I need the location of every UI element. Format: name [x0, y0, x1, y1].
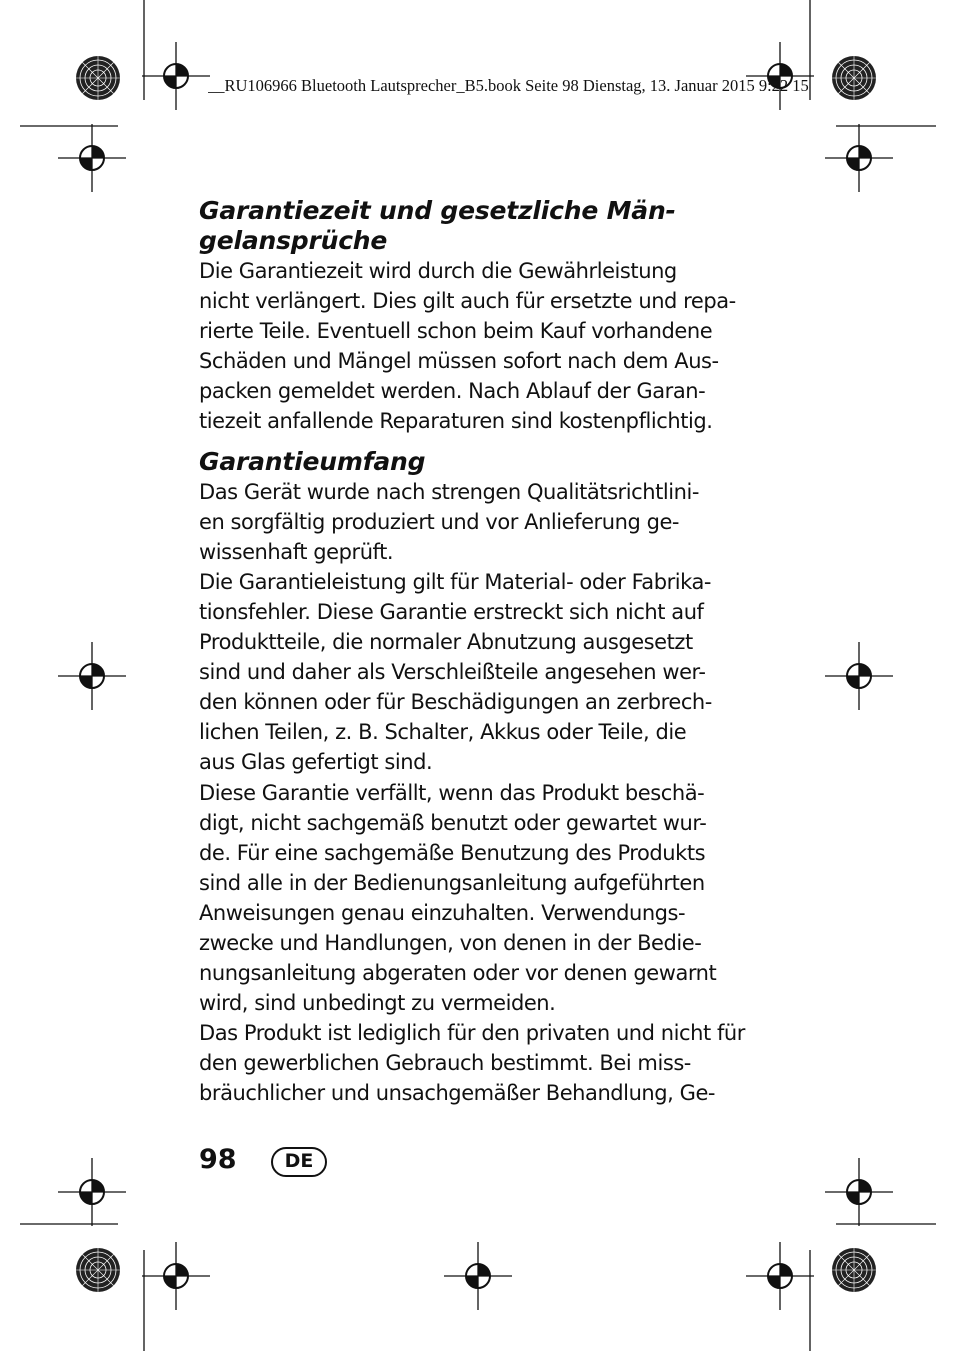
paragraph — [199, 778, 744, 1019]
text-line: Das Produkt ist lediglich für den privaten und nicht für — [199, 1021, 745, 1046]
page-content — [199, 196, 744, 1109]
section-warranty-period — [199, 196, 744, 437]
text-line: Diese Garantie verfällt, wenn das Produkt beschä- — [199, 780, 705, 805]
section-heading — [199, 447, 744, 477]
text-line: wissenhaft geprüft. — [199, 539, 394, 564]
heading-line: Garantieumfang — [199, 446, 426, 476]
text-line: sind und daher als Verschleißteile angesehen wer- — [199, 660, 706, 685]
text-line: Das Gerät wurde nach strengen Qualitätsrichtlini- — [199, 479, 700, 504]
text-line: Die Garantieleistung gilt für Material- oder Fabrika- — [199, 569, 712, 594]
text-line: rierte Teile. Eventuell schon beim Kauf vorhandene — [199, 319, 713, 344]
text-line: nungsanleitung abgeraten oder vor denen gewarnt — [199, 961, 717, 986]
print-slug: __RU106966 Bluetooth Lautsprecher_B5.book Seite 98 Dienstag, 13. Januar 2015 9:22 15 — [208, 76, 809, 95]
text-line: lichen Teilen, z. B. Schalter, Akkus oder Teile, die — [199, 720, 687, 745]
text-line: tiezeit anfallende Reparaturen sind kostenpflichtig. — [199, 409, 713, 434]
heading-line: gelansprüche — [199, 226, 388, 255]
text-line: nicht verlängert. Dies gilt auch für ersetzte und repa- — [199, 289, 736, 314]
paragraph — [199, 256, 744, 437]
paragraph — [199, 1018, 744, 1108]
text-line: den können oder für Beschädigungen an zerbrech- — [199, 690, 712, 715]
language-badge: DE — [271, 1147, 327, 1177]
text-line: de. Für eine sachgemäße Benutzung des Produkts — [199, 840, 706, 865]
text-line: den gewerblichen Gebrauch bestimmt. Bei miss- — [199, 1051, 691, 1076]
text-line: Anweisungen genau einzuhalten. Verwendungs- — [199, 900, 686, 925]
section-heading — [199, 196, 744, 256]
text-line: digt, nicht sachgemäß benutzt oder gewartet wur- — [199, 810, 707, 835]
section-warranty-scope — [199, 447, 744, 1109]
text-line: zwecke und Handlungen, von denen in der Bedie- — [199, 930, 702, 955]
text-line: bräuchlicher und unsachgemäßer Behandlung, Ge- — [199, 1081, 716, 1106]
text-line: en sorgfältig produziert und vor Anlieferung ge- — [199, 509, 680, 534]
paragraph — [199, 477, 744, 567]
text-line: Schäden und Mängel müssen sofort nach dem Aus- — [199, 349, 719, 374]
text-line: Die Garantiezeit wird durch die Gewährleistung — [199, 259, 677, 283]
text-line: sind alle in der Bedienungsanleitung aufgeführten — [199, 870, 705, 895]
text-line: packen gemeldet werden. Nach Ablauf der Garan- — [199, 379, 706, 404]
page-number: 98 — [199, 1144, 237, 1175]
paragraph — [199, 567, 744, 778]
text-line: wird, sind unbedingt zu vermeiden. — [199, 991, 556, 1016]
heading-line: Garantiezeit und gesetzliche Män- — [199, 196, 676, 225]
text-line: aus Glas gefertigt sind. — [199, 750, 433, 775]
text-line: tionsfehler. Diese Garantie erstreckt sich nicht auf — [199, 599, 704, 624]
text-line: Produktteile, die normaler Abnutzung ausgesetzt — [199, 630, 693, 655]
